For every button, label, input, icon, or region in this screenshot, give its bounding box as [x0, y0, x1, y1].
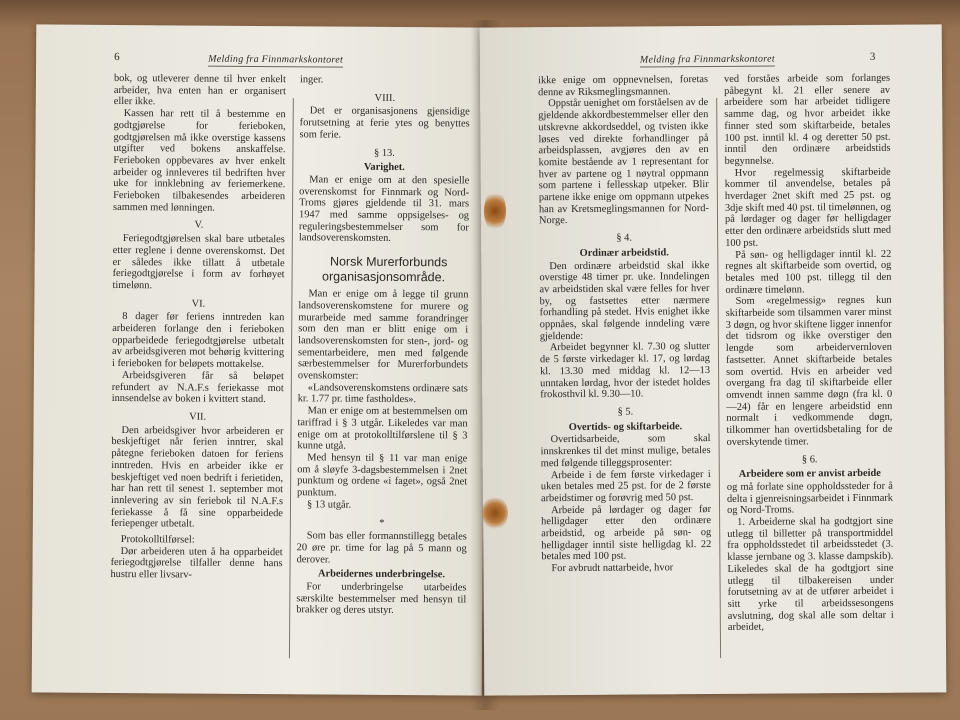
paragraph: 1. Arbeiderne skal ha godtgjort sine utlegg til billetter på transportmiddel fra oppholdsstedet til arbeidsstedet (3. klasse jernbane og 3. klasse dampskib). Likeledes skal de ha godtgjort sine utlegg til tilbakereisen under forutsetning av at de utfører arbeidet i sitt yrke til arbeidssesongens avslutning, dog skal alle som deltar i arbeidet, [727, 515, 894, 634]
left-column-2 [296, 74, 470, 617]
paragraph: Man er enige om å legge til grunn landsoverenskomstene for murere og murarbeide med samme forandringer som den man er blitt enige om i landsoverenskomsten for sten-, jord- og sementarbeidere, men med følgende særbestemmelser for Murerforbundets ovenskomster: [297, 288, 469, 382]
paragraph: § 13 utgår. [306, 499, 352, 511]
section-number: § 13. [374, 147, 395, 159]
section-number: VIII. [374, 92, 396, 104]
section-heading: Overtids- og skiftarbeide. [568, 420, 683, 433]
column-divider [289, 98, 294, 658]
paragraph: På søn- og helligdager inntil kl. 22 regnes alt skiftarbeide som overtid, og betales med 100 pst. tillegg til den ordinære timelønn. [725, 248, 892, 296]
separator-star: * [379, 517, 385, 529]
paragraph: Man er enige om at den spesielle overenskomst for Finnmark og Nord-Troms gjøres gjeldende til 31. mars 1947 med samme oppsigelses- og reguleringsbestemmelser som for landsoverenskomsten. [298, 174, 470, 245]
column-divider [716, 98, 721, 658]
section-title: Norsk Murerforbunds organisasjonsområde. [322, 254, 448, 285]
paragraph: Det er organisasjonens gjensidige forutsetning at ferie ytes og benyttes som ferie. [299, 105, 470, 141]
left-page-number: 6 [114, 50, 120, 64]
left-page [32, 24, 487, 695]
paragraph: Arbeidet begynner kl. 7.30 og slutter de 5 første virkedager kl. 17, og lørdag kl. 13.30 med middag kl. 12—13 unntaken lørdag, hvor der istedet holdes frokosthvil kl. 9.30—10. [539, 341, 711, 401]
section-number: § 4. [616, 232, 632, 244]
paragraph: Feriegodtgjørelsen skal bare utbetales etter reglene i denne overenskomst. Det er således ikke tillatt å utbetale feriegodtgjørelse i form av forhøyet timelønn. [112, 233, 285, 292]
section-number: VII. [189, 411, 207, 423]
paragraph: Den ordinære arbeidstid skal ikke overstige 48 timer pr. uke. Inndelingen av arbeidstiden skal være felles for hver by, og fastsettes etter nærmere forhandling på stedet. Hvis enighet ikke oppnåes, skal følgende inndeling være gjeldende: [539, 259, 710, 342]
paragraph: Som bas eller formannstillegg betales 20 øre pr. time for lag på 5 mann og derover. [296, 530, 467, 566]
paragraph: Man er enige om at bestemmelsen om tariffrad i § 3 utgår. Likeledes var man enige om at protokolltilførslene til § 3 kunne utgå. [297, 405, 468, 452]
section-heading: Ordinær arbeidstid. [579, 247, 669, 259]
rust-stain-lower [482, 496, 508, 530]
protocol-label: Protokolltilførsel: [120, 534, 195, 546]
paragraph: Hvor regelmessig skiftarbeide kommer til anvendelse, betales på hverdager 2net skift med 25 pst. og 3dje skift med 40 pst. til timelønnen, og på lørdager og dager før helligdager etter den ordinære arbeidstids slutt med 100 pst. [724, 166, 892, 249]
section-number: § 5. [617, 406, 634, 418]
paragraph: Kassen har rett til å bestemme en godtgjørelse for ferieboken, godtgjørelsen må ikke overstige kassens utgifter ved bokens anskaffelse. Ferieboken oppbevares av hver enkelt arbeider og innleveres til bedriften hver uke for innklebning av feriemerkene. Ferieboken tilbakesendes arbeideren sammen med lønningen. [113, 108, 286, 214]
paragraph: Oppstår uenighet om forståelsen av de gjeldende akkordbestemmelser eller den utskrevne akkordseddel, og tvisten ikke løses ved direkte forhandlinger på arbeidsplassen, avgjøres den av en komite bestående av 1 representant for hver av partene og 1 nøytral oppmann som partene i fellesskap utpeker. Blir partene ikke enige om oppmann utpekes han av Kretsmeglingsmannen for Nord-Norge. [538, 97, 709, 227]
paragraph: «Landsoverenskomstens ordinære sats kr. 1.77 pr. time fastholdes». [297, 382, 468, 406]
paragraph: Arbeide på lørdager og dager før helligdager etter den ordinære arbeidstid, og arbeide på søn- og helligdager inntil siste helligdag kl. 22 betales med 100 pst. [541, 503, 712, 563]
paragraph: ved forståes arbeide som forlanges påbegynt kl. 21 eller senere av arbeidere som har arbeidet tidligere samme dag, og hvor arbeidet ikke finner sted som skiftarbeide, betales 100 pst. inntil kl. 4 og deretter 50 pst. inntil den ordinære arbeidstids begynnelse. [724, 72, 891, 167]
left-running-head: Melding fra Finnmarkskontoret [208, 53, 344, 66]
paragraph: For underbringelse utarbeides særskilte bestemmelser med hensyn til brakker og deres utstyr. [296, 581, 467, 617]
paragraph: 8 dager før feriens inntreden kan arbeideren forlange den i ferieboken opparbeidede feriegodtgjørelse utbetalt av arbeidsgiveren mot behørig kvittering i ferieboken for beløpets mottakelse. [111, 311, 285, 371]
paragraph: inger. [299, 74, 324, 86]
left-column-1 [110, 73, 286, 582]
right-running-head: Melding fra Finnmarkskontoret [639, 53, 775, 66]
paragraph: Arbeidsgiveren får så beløpet refundert av N.A.F.s feriekasse mot innsendelse av boken i kvittert stand. [111, 369, 284, 406]
section-heading: Arbeidere som er anvist arbeide [738, 468, 881, 481]
section-number: V. [194, 219, 204, 232]
right-page [480, 24, 947, 695]
paragraph: For avbrudt nattarbeide, hvor [551, 562, 674, 575]
paragraph: bok, og utleverer denne til hver enkelt arbeider, hva enten han er organisert eller ikke. [113, 72, 286, 108]
section-number: VI. [191, 298, 206, 310]
paragraph: Med hensyn til § 11 var man enige om å sløyfe 3-dagsbestemmelsen i 2net punktum og ordene «i faget», også 2net punktum. [297, 452, 468, 499]
paragraph: Arbeide i de fem første virkedager i uken betales med 25 pst. for de 2 første arbeidstimer og forøvrig med 50 pst. [540, 468, 711, 505]
paragraph: Dør arbeideren uten å ha opparbeidet feriegodtgjørelse tilfaller denne hans hustru eller livsarv- [110, 545, 283, 581]
paragraph: Som «regelmessig» regnes kun skiftarbeide som tilsammen varer minst 3 døgn, og hvor skiftene ligger innenfor det tidsrom og ikke overstiger den lengde som arbeidervernloven fastsetter. Annet skiftarbeide betales som overtid. Hvis en arbeider ved overgang fra dag til skiftarbeide eller omvendt innen samme døgn (fra kl. 0—24) får en lengere arbeidstid enn normalt i vedkommende døgn, tilkommer han overtidsbetaling for de overskytende timer. [725, 295, 893, 448]
right-page-number: 3 [869, 50, 876, 63]
right-column-1 [538, 74, 711, 575]
section-number: § 6. [801, 453, 818, 465]
paragraph: og må forlate sine oppholdssteder for å delta i gjenreisningsarbeidet i Finnmark og Nord-Troms. [726, 480, 894, 517]
section-heading: Varighet. [363, 161, 405, 174]
section-heading: Arbeidernes underbringelse. [317, 568, 446, 581]
right-column-2 [724, 73, 894, 634]
paragraph: ikke enige om oppnevnelsen, foretas denne av Riksmeglingsmannen. [538, 74, 709, 98]
rust-stain-upper [484, 190, 506, 232]
paragraph: Overtidsarbeide, som skal innskrenkes til det minst mulige, betales med følgende tilleggsprosenter: [540, 433, 711, 470]
paragraph: Den arbeidsgiver hvor arbeideren er beskjeftiget når ferien inntrer, skal påtegne ferieboken datoen for feriens inntreden. Hvis en arbeider ikke er beskjeftiget ved noen bedrift i ferietiden, har han rett til senest 1. september mot innlevering av sin feriebok til N.A.F.s feriekasse å få sine opparbeidede feriepenger utbetalt. [110, 424, 284, 530]
